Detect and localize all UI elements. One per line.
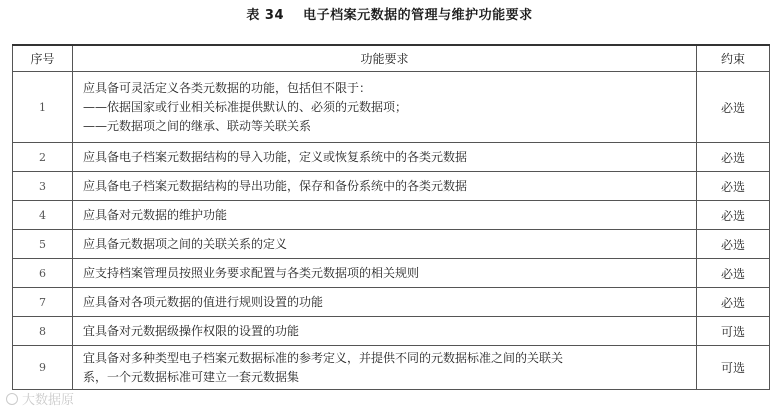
- row-constraint: 必选: [697, 201, 770, 230]
- row-index: 1: [13, 72, 73, 143]
- requirement-line: 宜具备对多种类型电子档案元数据标准的参考定义，并提供不同的元数据标准之间的关联关: [83, 350, 564, 365]
- table-row: [13, 201, 770, 230]
- row-requirement: [73, 346, 697, 390]
- row-index: 8: [13, 317, 73, 346]
- requirements-table: [12, 44, 770, 390]
- row-requirement: 应具备电子档案元数据结构的导出功能，保存和备份系统中的各类元数据: [73, 172, 697, 201]
- requirement-line: ——元数据项之间的继承、联动等关联关系: [83, 118, 312, 133]
- row-index: 6: [13, 259, 73, 288]
- table-row: [13, 288, 770, 317]
- table-row: [13, 230, 770, 259]
- row-requirement: 应具备对元数据的维护功能: [73, 201, 697, 230]
- header-row: [13, 45, 770, 72]
- row-requirement: 应具备元数据项之间的关联关系的定义: [73, 230, 697, 259]
- row-requirement: 宜具备对元数据级操作权限的设置的功能: [73, 317, 697, 346]
- row-constraint: 可选: [697, 317, 770, 346]
- requirement-line: ——依据国家或行业相关标准提供默认的、必须的元数据项；: [83, 99, 408, 114]
- row-constraint: 必选: [697, 288, 770, 317]
- row-index: 3: [13, 172, 73, 201]
- row-constraint: 必选: [697, 259, 770, 288]
- table-row: [13, 259, 770, 288]
- table-row: [13, 172, 770, 201]
- row-requirement: 应支持档案管理员按照业务要求配置与各类元数据项的相关规则: [73, 259, 697, 288]
- row-requirement: 应具备电子档案元数据结构的导入功能，定义或恢复系统中的各类元数据: [73, 143, 697, 172]
- table-row: [13, 143, 770, 172]
- table-number: 表 34: [246, 8, 285, 23]
- table-row: [13, 346, 770, 390]
- row-index: 9: [13, 346, 73, 390]
- watermark-icon: [6, 393, 18, 405]
- row-constraint: 必选: [697, 172, 770, 201]
- watermark: [6, 389, 74, 408]
- row-requirement: [73, 72, 697, 143]
- row-index: 2: [13, 143, 73, 172]
- row-index: 4: [13, 201, 73, 230]
- table-row: [13, 317, 770, 346]
- watermark-text: 大数据原: [22, 393, 75, 408]
- header-requirement: 功能要求: [73, 45, 697, 72]
- table-row: [13, 72, 770, 143]
- row-constraint: 必选: [697, 72, 770, 143]
- row-constraint: 可选: [697, 346, 770, 390]
- table-caption: [0, 4, 779, 23]
- row-constraint: 必选: [697, 230, 770, 259]
- header-index: 序号: [13, 45, 73, 72]
- row-constraint: 必选: [697, 143, 770, 172]
- requirement-line: 应具备可灵活定义各类元数据的功能，包括但不限于：: [83, 80, 372, 95]
- header-constraint: 约束: [697, 45, 770, 72]
- row-requirement: 应具备对各项元数据的值进行规则设置的功能: [73, 288, 697, 317]
- table-title: 电子档案元数据的管理与维护功能要求: [303, 8, 533, 23]
- row-index: 5: [13, 230, 73, 259]
- row-index: 7: [13, 288, 73, 317]
- requirement-line: 系，一个元数据标准可建立一套元数据集: [83, 369, 300, 384]
